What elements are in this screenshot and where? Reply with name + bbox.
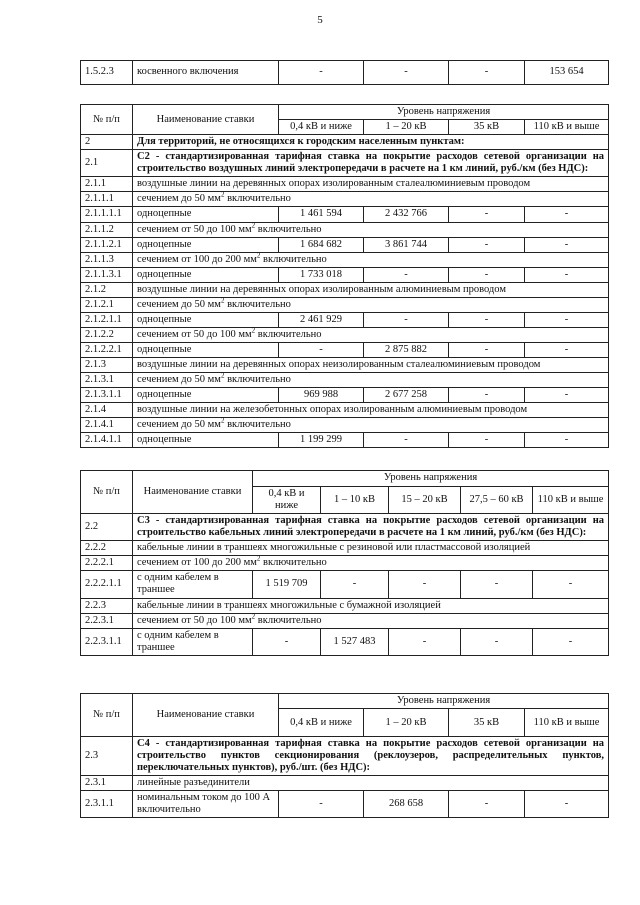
value-cell: 969 988 [279, 388, 364, 403]
value-cell: - [533, 571, 609, 598]
cross-section-text: сечением от 50 до 100 мм [137, 328, 252, 340]
value-cell: - [364, 312, 449, 327]
cross-section-tail: включительно [224, 298, 291, 310]
row-name: одноцепные [133, 267, 279, 282]
section-row [81, 135, 609, 150]
voltage-level-header: 110 кВ и выше [525, 120, 609, 135]
table-row [81, 312, 609, 327]
row-number: 2.2.2.1 [81, 556, 133, 571]
row-number: 2.2.3.1 [81, 613, 133, 628]
value-cell: - [461, 628, 533, 655]
value-cell: - [525, 237, 609, 252]
voltage-level-header: 1 – 20 кВ [364, 120, 449, 135]
table-row [81, 776, 609, 791]
value-cell: - [449, 61, 525, 85]
cross-section-tail: включительно [224, 374, 291, 386]
row-description [133, 297, 609, 312]
rate-title: С3 - стандартизированная тарифная ставка на покрытие расходов сетевой организации на строительство кабельных линий электропередачи в расчете на 1 км линий, руб./км (без НДС): [133, 514, 609, 541]
table-row [81, 433, 609, 448]
cross-section-tail: включительно [224, 419, 291, 431]
value-cell: - [533, 628, 609, 655]
voltage-level-header: 15 – 20 кВ [389, 487, 461, 514]
header-row [81, 694, 609, 709]
value-cell: - [321, 571, 389, 598]
row-name: косвенного включения [133, 61, 279, 85]
row-description [133, 613, 609, 628]
column-header-voltage: Уровень напряжения [279, 694, 609, 709]
row-number: 2.2.3.1.1 [81, 628, 133, 655]
row-number: 2.1.1.1.1 [81, 207, 133, 222]
cross-section-text: сечением до 50 мм [137, 193, 221, 205]
value-cell: 1 519 709 [253, 571, 321, 598]
value-cell: - [449, 791, 525, 818]
voltage-level-header: 1 – 20 кВ [364, 709, 449, 737]
value-cell: - [449, 312, 525, 327]
value-cell: - [461, 571, 533, 598]
table-row [81, 252, 609, 267]
row-number: 2.1.1 [81, 177, 133, 192]
row-description: воздушные линии на деревянных опорах изолированным алюминиевым проводом [133, 282, 609, 297]
row-description [133, 192, 609, 207]
value-cell: 2 677 258 [364, 388, 449, 403]
cross-section-tail: включительно [255, 328, 322, 340]
rate-row [81, 514, 609, 541]
column-header-voltage: Уровень напряжения [279, 105, 609, 120]
table-row [81, 628, 609, 655]
squared-superscript: 2 [256, 554, 261, 563]
voltage-level-header: 0,4 кВ и ниже [279, 709, 364, 737]
table-row [81, 222, 609, 237]
value-cell: - [449, 237, 525, 252]
value-cell: 3 861 744 [364, 237, 449, 252]
table-row [81, 267, 609, 282]
rate-title: С4 - стандартизированная тарифная ставка на покрытие расходов сетевой организации на строительство пунктов секционирования (реклоузеров, распределительных пунктов, переключательных пунктов), руб./шт. (без НДС): [133, 737, 609, 776]
column-header-voltage: Уровень напряжения [253, 471, 609, 487]
value-cell: 1 527 483 [321, 628, 389, 655]
row-number: 2.1.1.2.1 [81, 237, 133, 252]
column-header-name: Наименование ставки [133, 694, 279, 737]
row-description [133, 252, 609, 267]
row-number: 2.1.3 [81, 358, 133, 373]
rate-row [81, 150, 609, 177]
value-cell: 2 875 882 [364, 343, 449, 358]
value-cell: - [364, 267, 449, 282]
section-number: 2 [81, 135, 133, 150]
row-description: воздушные линии на деревянных опорах изолированным сталеалюминиевым проводом [133, 177, 609, 192]
rate-number: 2.1 [81, 150, 133, 177]
row-description [133, 373, 609, 388]
row-description [133, 556, 609, 571]
squared-superscript: 2 [220, 296, 225, 305]
cross-section-text: сечением до 50 мм [137, 374, 221, 386]
row-description [133, 327, 609, 342]
squared-superscript: 2 [220, 371, 225, 380]
table-row [81, 598, 609, 613]
value-cell: - [525, 207, 609, 222]
row-description: воздушные линии на железобетонных опорах изолированным алюминиевым проводом [133, 403, 609, 418]
value-cell: 1 733 018 [279, 267, 364, 282]
rate-number: 2.3 [81, 737, 133, 776]
row-number: 2.1.1.2 [81, 222, 133, 237]
rates-table-c2 [80, 104, 609, 448]
row-name: одноцепные [133, 207, 279, 222]
voltage-level-header: 35 кВ [449, 120, 525, 135]
row-name: одноцепные [133, 343, 279, 358]
cross-section-text: сечением до 50 мм [137, 419, 221, 431]
row-name: одноцепные [133, 433, 279, 448]
squared-superscript: 2 [256, 251, 261, 260]
row-number: 2.1.3.1.1 [81, 388, 133, 403]
value-cell: - [389, 628, 461, 655]
squared-superscript: 2 [220, 190, 225, 199]
squared-superscript: 2 [251, 221, 256, 229]
table-row [81, 373, 609, 388]
table-row [81, 343, 609, 358]
row-number: 2.2.2 [81, 541, 133, 556]
row-description: кабельные линии в траншеях многожильные с бумажной изоляцией [133, 598, 609, 613]
value-cell: - [279, 343, 364, 358]
table-row [81, 297, 609, 312]
value-cell: 1 684 682 [279, 237, 364, 252]
row-description: линейные разъединители [133, 776, 609, 791]
row-name: одноцепные [133, 237, 279, 252]
row-number: 2.3.1.1 [81, 791, 133, 818]
row-number: 2.1.2.2.1 [81, 343, 133, 358]
cross-section-tail: включительно [255, 614, 322, 626]
row-number: 2.1.3.1 [81, 373, 133, 388]
column-header-number: № п/п [81, 471, 133, 514]
value-cell: - [449, 267, 525, 282]
table-row [81, 613, 609, 628]
row-name: номинальным током до 100 А включительно [133, 791, 279, 818]
row-number: 2.1.4 [81, 403, 133, 418]
value-cell: - [525, 791, 609, 818]
squared-superscript: 2 [220, 416, 225, 425]
cross-section-tail: включительно [224, 193, 291, 205]
value-cell: 2 432 766 [364, 207, 449, 222]
voltage-level-header: 35 кВ [449, 709, 525, 737]
row-number: 2.1.4.1.1 [81, 433, 133, 448]
row-name: с одним кабелем в траншее [133, 571, 253, 598]
row-number: 2.1.1.1 [81, 192, 133, 207]
page-number: 5 [317, 14, 323, 26]
value-cell: 1 461 594 [279, 207, 364, 222]
section-title: Для территорий, не относящихся к городским населенным пунктам: [133, 135, 609, 150]
row-description [133, 222, 609, 237]
column-header-name: Наименование ставки [133, 471, 253, 514]
column-header-name: Наименование ставки [133, 105, 279, 135]
squared-superscript: 2 [251, 326, 256, 335]
voltage-level-header: 110 кВ и выше [533, 487, 609, 514]
row-description: кабельные линии в траншеях многожильные с резиновой или пластмассовой изоляцией [133, 541, 609, 556]
rates-table-c4 [80, 693, 609, 818]
row-number: 2.3.1 [81, 776, 133, 791]
row-description: воздушные линии на деревянных опорах неизолированным сталеалюминиевым проводом [133, 358, 609, 373]
rate-title: С2 - стандартизированная тарифная ставка на покрытие расходов сетевой организации на строительство воздушных линий электропередачи в расчете на 1 км линий, руб./км (без НДС): [133, 150, 609, 177]
value-cell: - [525, 343, 609, 358]
row-number: 2.1.1.3.1 [81, 267, 133, 282]
column-header-number: № п/п [81, 694, 133, 737]
value-cell: - [279, 791, 364, 818]
continuation-table [80, 60, 609, 85]
voltage-level-header: 0,4 кВ и ниже [279, 120, 364, 135]
row-description [133, 418, 609, 433]
squared-superscript: 2 [251, 612, 256, 621]
table-row [81, 207, 609, 222]
table-row [81, 556, 609, 571]
table-row [81, 418, 609, 433]
value-cell: - [525, 267, 609, 282]
row-number: 2.1.2.1.1 [81, 312, 133, 327]
value-cell: - [364, 433, 449, 448]
value-cell: 268 658 [364, 791, 449, 818]
value-cell: 2 461 929 [279, 312, 364, 327]
row-number: 2.1.2.1 [81, 297, 133, 312]
column-header-number: № п/п [81, 105, 133, 135]
value-cell: - [364, 61, 449, 85]
cross-section-tail: включительно [260, 557, 327, 569]
row-number: 2.1.1.3 [81, 252, 133, 267]
table-row [81, 61, 609, 85]
header-row [81, 471, 609, 487]
value-cell: - [449, 343, 525, 358]
table-row [81, 358, 609, 373]
value-cell: - [525, 312, 609, 327]
value-cell: - [449, 433, 525, 448]
voltage-level-header: 1 – 10 кВ [321, 487, 389, 514]
table-row [81, 541, 609, 556]
row-name: с одним кабелем в траншее [133, 628, 253, 655]
table-row [81, 388, 609, 403]
row-number: 2.2.3 [81, 598, 133, 613]
value-cell: - [525, 433, 609, 448]
voltage-level-header: 110 кВ и выше [525, 709, 609, 737]
value-cell: - [279, 61, 364, 85]
row-number: 2.1.2 [81, 282, 133, 297]
cross-section-text: сечением от 100 до 200 мм [137, 253, 257, 265]
row-name: одноцепные [133, 388, 279, 403]
cross-section-tail: включительно [255, 223, 322, 235]
row-name: одноцепные [133, 312, 279, 327]
cross-section-text: сечением от 50 до 100 мм [137, 223, 252, 235]
cross-section-text: сечением до 50 мм [137, 298, 221, 310]
cross-section-tail: включительно [260, 253, 327, 265]
value-cell: - [525, 388, 609, 403]
header-row [81, 105, 609, 120]
table-row [81, 571, 609, 598]
table-row [81, 177, 609, 192]
value-cell: 153 654 [525, 61, 609, 85]
value-cell: 1 199 299 [279, 433, 364, 448]
table-row [81, 791, 609, 818]
row-number: 2.1.2.2 [81, 327, 133, 342]
table-row [81, 327, 609, 342]
table-row [81, 282, 609, 297]
rate-row [81, 737, 609, 776]
rate-number: 2.2 [81, 514, 133, 541]
table-row [81, 237, 609, 252]
table-row [81, 192, 609, 207]
value-cell: - [253, 628, 321, 655]
voltage-level-header: 0,4 кВ и ниже [253, 487, 321, 514]
value-cell: - [449, 388, 525, 403]
value-cell: - [449, 207, 525, 222]
row-number: 1.5.2.3 [81, 61, 133, 85]
cross-section-text: сечением от 50 до 100 мм [137, 614, 252, 626]
cross-section-text: сечением от 100 до 200 мм [137, 557, 257, 569]
rates-table-c3 [80, 470, 609, 656]
voltage-level-header: 27,5 – 60 кВ [461, 487, 533, 514]
row-number: 2.2.2.1.1 [81, 571, 133, 598]
table-row [81, 403, 609, 418]
row-number: 2.1.4.1 [81, 418, 133, 433]
value-cell: - [389, 571, 461, 598]
